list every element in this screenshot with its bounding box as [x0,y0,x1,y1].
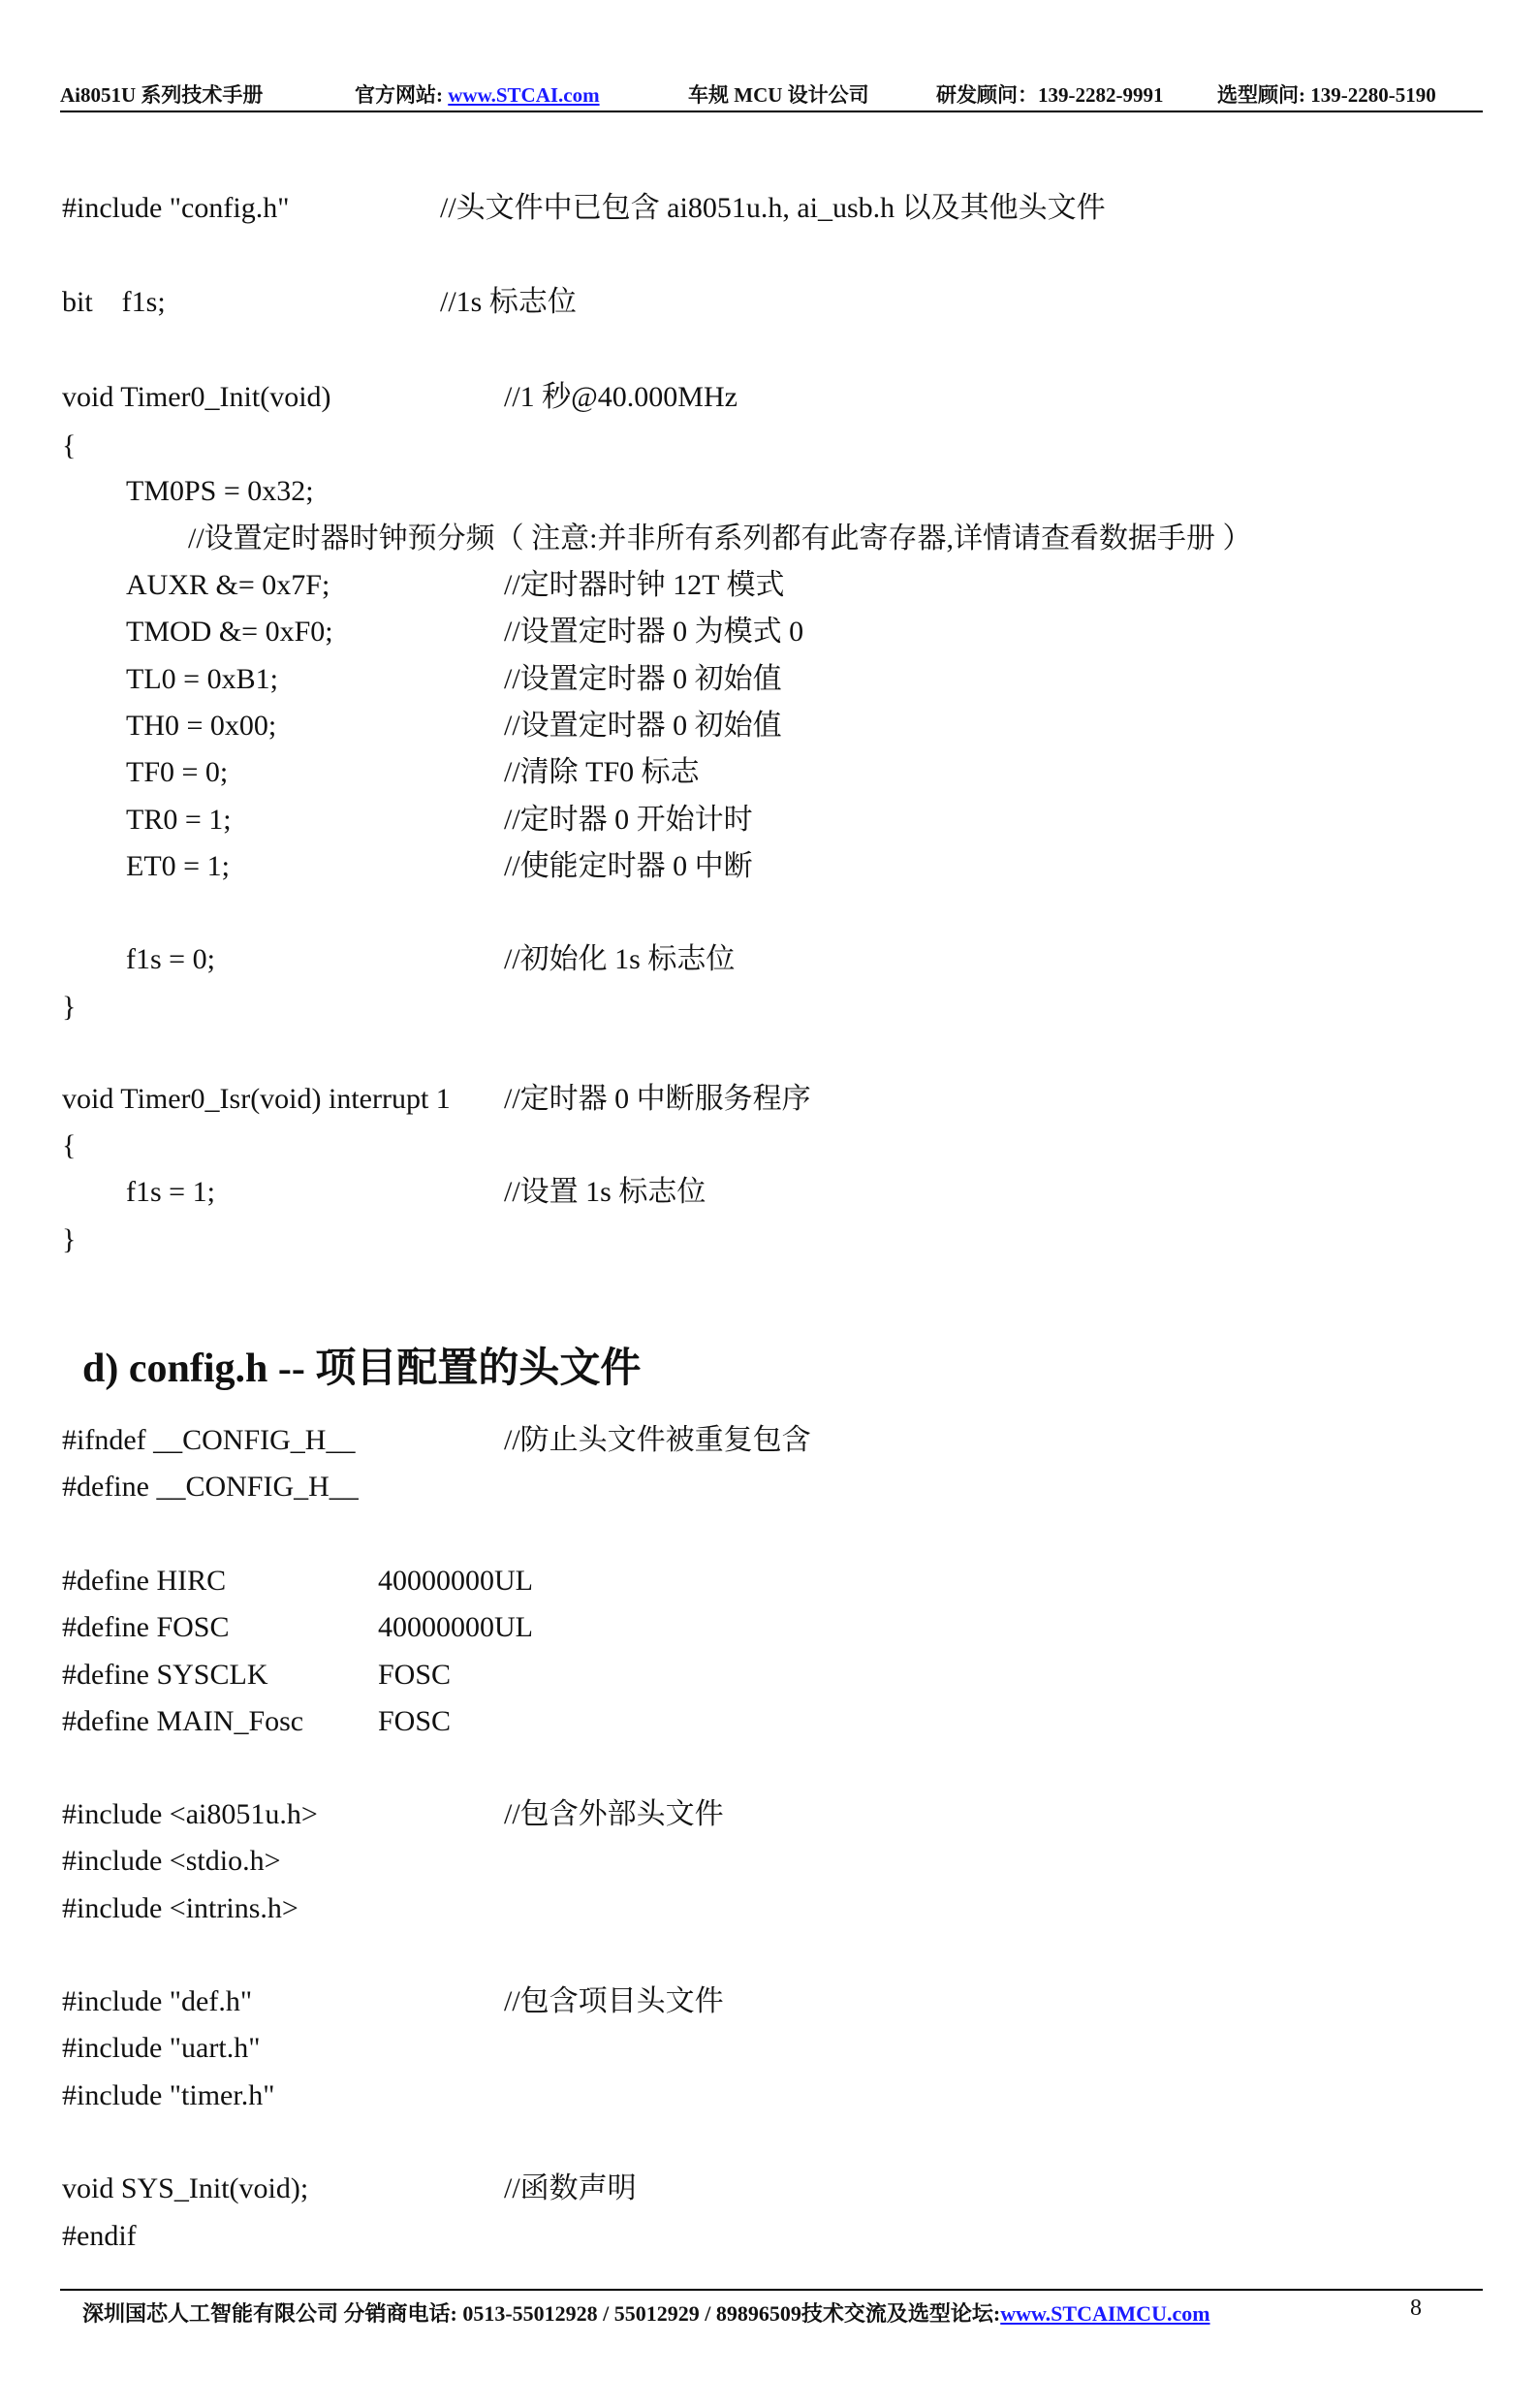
define-value: 40000000UL [378,1565,533,1597]
code-comment: //定时器 0 开始计时 [504,804,753,836]
code-text: } [62,1223,77,1255]
code-text: f1s = 1; [126,1176,215,1208]
header-site [355,79,600,109]
define-value: 40000000UL [378,1611,533,1643]
code-comment: //使能定时器 0 中断 [504,850,753,882]
code-comment: //设置定时器 0 初始值 [504,663,782,695]
header-site-label: 官方网站: [355,83,449,107]
code-text: } [62,991,77,1023]
code-comment: //头文件中已包含 ai8051u.h, ai_usb.h 以及其他头文件 [440,192,1106,224]
code-text: TR0 = 1; [126,804,232,836]
define-value: FOSC [378,1659,452,1691]
code-text: #define MAIN_Fosc [62,1705,304,1737]
code-comment: //设置定时器 0 初始值 [504,710,782,742]
code-text: #define FOSC [62,1611,230,1643]
code-text: #include <stdio.h> [62,1845,281,1877]
code-text: #include "uart.h" [62,2032,261,2064]
code-text: f1s = 0; [126,943,215,975]
header-site-link[interactable]: www.STCAI.com [448,83,600,107]
code-text: TF0 = 0; [126,756,229,788]
code-text: #include "config.h" [62,192,290,224]
header-rd-contact: 研发顾问：139-2282-9991 [936,83,1164,107]
header-company: 车规 MCU 设计公司 [688,83,869,107]
code-comment: //初始化 1s 标志位 [504,943,736,975]
code-comment: //设置定时器 0 为模式 0 [504,616,804,648]
code-text: ET0 = 1; [126,850,230,882]
code-comment: //设置 1s 标志位 [504,1176,706,1208]
footer-link[interactable]: www.STCAIMCU.com [1000,2301,1210,2326]
page-number: 8 [1410,2296,1422,2321]
define-value: FOSC [378,1705,452,1737]
code-text: TM0PS = 0x32; [126,475,314,507]
footer-divider [60,2289,1483,2291]
code-text: #include "timer.h" [62,2079,275,2111]
footer-text: 深圳国芯人工智能有限公司 分销商电话: 0513-55012928 / 55012929 / 89896509技术交流及选型论坛: [82,2301,1001,2326]
code-text: //设置定时器时钟预分频（ 注意:并非所有系列都有此寄存器,详情请查看数据手册 ） [188,523,1252,554]
code-text: void SYS_Init(void); [62,2172,309,2204]
code-text: TMOD &= 0xF0; [126,616,333,648]
code-text: #define __CONFIG_H__ [62,1471,359,1503]
code-text: { [62,1129,77,1161]
code-text: #ifndef __CONFIG_H__ [62,1424,356,1456]
code-text: #define SYSCLK [62,1659,268,1691]
code-text: bit f1s; [62,286,166,318]
code-comment: //包含外部头文件 [504,1798,724,1830]
code-text: TH0 = 0x00; [126,710,277,742]
code-comment: //1s 标志位 [440,286,577,318]
header-divider [60,111,1483,112]
page-header [60,76,1485,114]
page-footer [82,2297,1210,2328]
code-text: #include <intrins.h> [62,1892,298,1924]
section-title: d) config.h -- 项目配置的头文件 [82,1347,642,1391]
code-text: #include <ai8051u.h> [62,1798,318,1830]
code-text: TL0 = 0xB1; [126,663,278,695]
code-text: { [62,429,77,461]
code-comment: //函数声明 [504,2172,637,2204]
code-text: void Timer0_Isr(void) interrupt 1 [62,1083,451,1115]
code-text: AUXR &= 0x7F; [126,569,330,601]
code-comment: //包含项目头文件 [504,1985,724,2017]
code-text: void Timer0_Init(void) [62,381,331,413]
code-comment: //清除 TF0 标志 [504,756,700,788]
header-sel-contact: 选型顾问: 139-2280-5190 [1217,83,1436,107]
code-text: #define HIRC [62,1565,227,1597]
code-comment: //1 秒@40.000MHz [504,381,738,413]
code-text: #endif [62,2220,137,2252]
code-text: #include "def.h" [62,1985,253,2017]
header-product: Ai8051U 系列技术手册 [60,83,264,107]
code-comment: //定时器时钟 12T 模式 [504,569,785,601]
code-comment: //防止头文件被重复包含 [504,1424,811,1456]
code-comment: //定时器 0 中断服务程序 [504,1083,811,1115]
